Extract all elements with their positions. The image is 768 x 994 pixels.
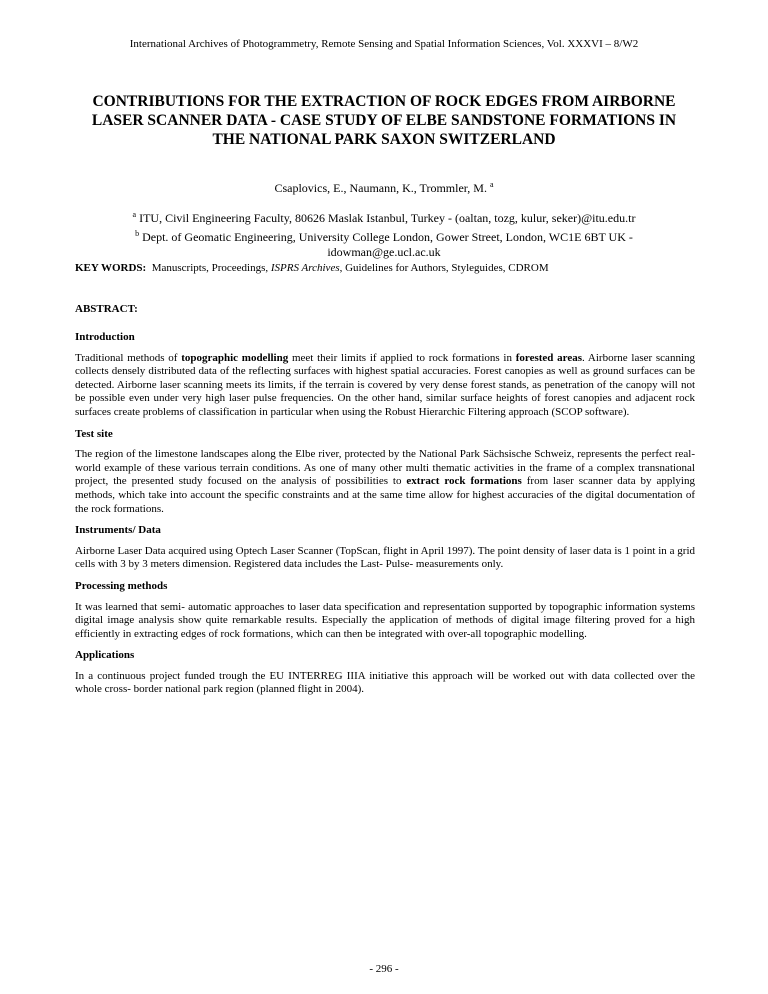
keywords-text: Manuscripts, Proceedings,	[151, 262, 271, 274]
section-paragraph	[75, 352, 695, 420]
section-heading: Instruments/ Data	[75, 524, 161, 537]
section-heading: Introduction	[75, 331, 135, 343]
paper-title	[70, 92, 698, 149]
keywords	[75, 262, 695, 274]
affil-text: ITU, Civil Engineering Faculty, 80626 Maslak Istanbul, Turkey - (oaltan, tozg, kulur, seker)@itu.edu.tr	[139, 211, 636, 225]
section-paragraph	[75, 670, 695, 697]
section-heading: Test site	[75, 427, 113, 440]
affiliation-b	[60, 226, 708, 245]
section-heading: Applications	[75, 649, 135, 662]
authors-text: Csaplovics, E., Naumann, K., Trommler, M.	[274, 181, 487, 195]
author-affil-mark: a	[489, 180, 494, 189]
text-run: from laser scanner data by applying methods, which take into account the specific constraints and at the same time allow for highest accuracies of the digital documentation of the rock formations.	[75, 475, 695, 515]
text-run: Airborne Laser Data acquired using Optech Laser Scanner (TopScan, flight in April 1997). The point density of laser data is 1 point in a grid cells with 3 by 3 meters dimension. Registered data includes the Last- Pulse- measurements only.	[75, 544, 695, 571]
text-run: Traditional methods of	[75, 351, 182, 364]
abstract-body	[75, 331, 695, 705]
keywords-label: KEY WORDS:	[75, 262, 147, 274]
title-line: LASER SCANNER DATA - CASE STUDY OF ELBE SANDSTONE FORMATIONS IN	[91, 112, 677, 129]
affiliation-b-email	[60, 245, 708, 260]
affiliations	[60, 207, 708, 260]
text-run: In a continuous project funded trough the EU INTERREG IIIA initiative this approach will be worked out with data collected over the whole cross- border national park region (planned flight in 2004).	[75, 669, 695, 696]
title-line: CONTRIBUTIONS FOR THE EXTRACTION OF ROCK EDGES FROM AIRBORNE	[92, 93, 676, 110]
title-line: THE NATIONAL PARK SAXON SWITZERLAND	[212, 131, 556, 148]
affil-mark: a	[132, 210, 137, 219]
text-run: . Airborne laser scanning collects densely distributed data of the reflecting surfaces with highest spatial accuracies. Forest canopies as well as ground surfaces can be detected. Airborne laser scanning meets its limits, if the terrain is covered by very dense forest stands, as penetration of the canopy will not be possible even under very high laser pulse frequencies. On the other hand, similar surface heights of forest canopies and adjacent rock surfaces create problems of classification in particular when using the Robust Hierarchic Filtering approach (SCOP software).	[75, 351, 695, 418]
running-head: International Archives of Photogrammetry, Remote Sensing and Spatial Information Sciences, Vol. XXXVI – 8/W2	[129, 38, 639, 50]
section-paragraph	[75, 545, 695, 572]
text-run: The region of the limestone landscapes along the Elbe river, protected by the National Park Sächsische Schweiz, represents the perfect real-world example of these various terrain conditions. As one of many other multi thematic activities in the frame of a complex transnational project, the presented study focused on the analysis of possibilities to	[75, 448, 695, 488]
text-run: meet their limits if applied to rock formations in	[288, 351, 516, 364]
section-paragraph	[75, 601, 695, 642]
section-paragraph	[75, 448, 695, 516]
author-list	[0, 180, 768, 196]
keywords-text-end: , Guidelines for Authors, Styleguides, CDROM	[339, 262, 549, 274]
text-run: It was learned that semi- automatic approaches to laser data specification and representation supported by topographic information systems digital image analysis show quite remarkable results. Especially the application of methods of digital image filtering proved for a high efficiently in extracting edges of rock formations, which can then be integrated with over-all topographic modelling.	[75, 600, 695, 640]
abstract-label: ABSTRACT:	[75, 303, 138, 315]
affil-text: Dept. of Geomatic Engineering, University College London, Gower Street, London, WC1E 6BT UK -	[142, 230, 633, 244]
affiliation-a	[60, 207, 708, 226]
bold-term: topographic modelling	[181, 351, 289, 364]
keywords-italic: ISPRS Archives	[270, 262, 340, 274]
bold-term: forested areas	[515, 351, 583, 364]
page-number: - 296 -	[369, 963, 399, 975]
bold-term: extract rock formations	[406, 475, 522, 488]
affil-text: idowman@ge.ucl.ac.uk	[327, 245, 441, 259]
affil-mark: b	[135, 229, 140, 238]
section-heading: Processing methods	[75, 579, 168, 592]
